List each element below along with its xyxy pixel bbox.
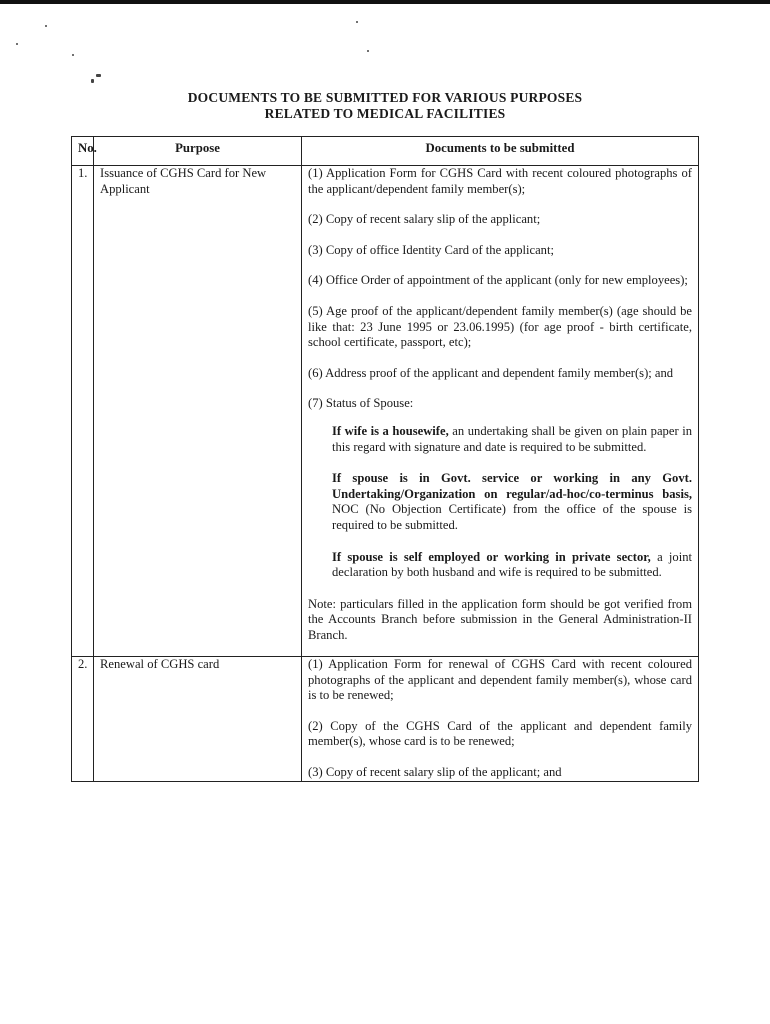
spouse-housewife xyxy=(332,424,692,455)
document-item: (4) Office Order of appointment of the applicant (only for new employees); xyxy=(308,273,688,288)
table-row xyxy=(72,657,699,782)
row-documents xyxy=(302,166,699,657)
header-documents: Documents to be submitted xyxy=(302,137,699,166)
table-row xyxy=(72,166,699,657)
row-documents xyxy=(302,657,699,782)
header-purpose: Purpose xyxy=(94,137,302,166)
row-number: 1. xyxy=(72,166,94,657)
documents-table xyxy=(71,136,699,782)
spouse-private xyxy=(332,550,692,581)
table-header-row xyxy=(72,137,699,166)
spouse-housewife-condition: If wife is a housewife, xyxy=(332,423,449,438)
scan-speck xyxy=(91,79,94,83)
document-title-line-1: DOCUMENTS TO BE SUBMITTED FOR VARIOUS PURPOSES xyxy=(187,90,583,105)
row-purpose: Issuance of CGHS Card for New Applicant xyxy=(94,166,302,657)
document-title-line-2: RELATED TO MEDICAL FACILITIES xyxy=(264,106,506,121)
document-item: (2) Copy of the CGHS Card of the applicant and dependent family member(s), whose card is to be renewed; xyxy=(308,718,692,749)
scan-speck xyxy=(45,25,47,27)
document-item: (7) Status of Spouse: xyxy=(308,396,414,411)
spouse-govt xyxy=(332,471,692,533)
scan-speck xyxy=(96,74,101,77)
scan-speck xyxy=(72,54,74,56)
scan-speck xyxy=(16,43,18,45)
spouse-govt-condition: If spouse is in Govt. service or working in any Govt. Undertaking/Organization on regular/ad-hoc/co-terminus basis, xyxy=(332,471,692,501)
spouse-private-condition: If spouse is self employed or working in private sector, xyxy=(332,549,651,564)
scan-speck xyxy=(356,21,358,23)
spouse-govt-text: NOC (No Objection Certificate) from the office of the spouse is required to be submitted. xyxy=(332,502,692,532)
row-number: 2. xyxy=(72,657,94,782)
scan-top-border xyxy=(0,0,770,4)
document-item: (6) Address proof of the applicant and dependent family member(s); and xyxy=(308,365,674,380)
document-item: (2) Copy of recent salary slip of the applicant; xyxy=(308,212,541,227)
spouse-private-text: a joint declaration by both husband and wife is required to be submitted. xyxy=(332,549,692,580)
scan-speck xyxy=(367,50,369,52)
document-item: (3) Copy of recent salary slip of the applicant; and xyxy=(308,765,562,780)
spouse-housewife-text: an undertaking shall be given on plain paper in this regard with signature and date is required to be submitted. xyxy=(332,423,692,454)
row-purpose: Renewal of CGHS card xyxy=(94,657,302,782)
header-no: No. xyxy=(72,137,94,166)
document-item: (1) Application Form for CGHS Card with recent coloured photographs of the applicant/dependent family member(s); xyxy=(308,166,692,196)
verification-note: Note: particulars filled in the application form should be got verified from the Accounts Branch before submission in the General Administration-II Branch. xyxy=(308,596,692,642)
document-item: (5) Age proof of the applicant/dependent family member(s) (age should be like that: 23 June 1995 or 23.06.1995) (for age proof - birth certificate, school certificate, passport, etc); xyxy=(308,303,692,350)
document-item: (1) Application Form for renewal of CGHS Card with recent coloured photographs of the applicant and dependent family member(s), whose card is to be renewed; xyxy=(308,657,692,703)
document-item: (3) Copy of office Identity Card of the applicant; xyxy=(308,242,554,257)
